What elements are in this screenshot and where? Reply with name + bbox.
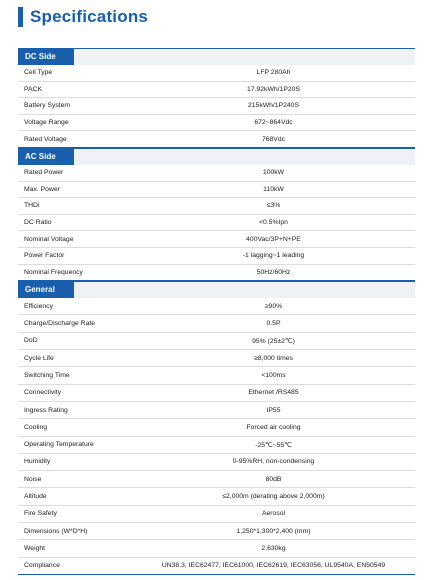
spec-value: UN38.3, IEC62477, IEC61000, IEC62619, IEC63056, UL9540A, EN50549 — [161, 562, 386, 570]
spec-value: <100ms — [261, 371, 286, 379]
spec-value: LFP 280Ah — [256, 69, 291, 77]
spec-key: Nominal Frequency — [24, 268, 83, 276]
table-row — [18, 131, 415, 148]
spec-key: Ingress Rating — [24, 406, 68, 414]
spec-value: 672~864Vdc — [254, 119, 293, 127]
spec-key: Operating Temperature — [24, 441, 94, 449]
spec-value: -25℃~55℃ — [255, 441, 292, 449]
spec-key: Rated Power — [24, 169, 64, 177]
table-row — [18, 506, 415, 523]
table-row — [18, 98, 415, 115]
spec-value: ≥8,000 times — [254, 354, 293, 362]
spec-key: Noise — [24, 475, 42, 483]
table-row — [18, 231, 415, 248]
spec-value: -1 lagging~1 leading — [242, 252, 305, 260]
spec-key: Max. Power — [24, 185, 60, 193]
spec-value: 80dB — [265, 475, 282, 483]
section-header — [18, 48, 415, 65]
spec-key: Altitude — [24, 493, 47, 501]
spec-value: ≥90% — [264, 302, 283, 310]
table-row — [18, 298, 415, 315]
spec-value: 0.5P — [266, 320, 281, 328]
spec-key: Battery System — [24, 102, 71, 110]
spec-key: Nominal Voltage — [24, 235, 74, 243]
table-row — [18, 198, 415, 215]
spec-value: 0-95%RH, non-condensing — [232, 458, 315, 466]
table-row — [18, 454, 415, 471]
table-row — [18, 488, 415, 505]
spec-key: Switching Time — [24, 371, 70, 379]
spec-key: Voltage Range — [24, 119, 69, 127]
table-row — [18, 350, 415, 367]
spec-key: Rated Voltage — [24, 135, 67, 143]
table-row — [18, 333, 415, 350]
table-row — [18, 215, 415, 232]
table-row — [18, 115, 415, 132]
table-row — [18, 419, 415, 436]
table-row — [18, 165, 415, 182]
spec-key: DC Ratio — [24, 219, 52, 227]
spec-value: 17.92kWh/1P20S — [247, 85, 300, 93]
spec-value: 2,630kg — [261, 544, 286, 552]
spec-key: Humidity — [24, 458, 51, 466]
spec-value: 215kWh/1P240S — [247, 102, 299, 110]
spec-value: <0.5%Ipn — [259, 219, 288, 227]
section-ac-side — [18, 148, 415, 281]
section-general — [18, 281, 415, 575]
spec-value: 50Hz/60Hz — [256, 268, 291, 276]
spec-value: 110kW — [263, 185, 284, 193]
spec-value: Forced air cooling — [246, 423, 301, 431]
spec-key: Dimensions (W*D*H) — [24, 527, 88, 535]
spec-key: Connectivity — [24, 389, 62, 397]
table-row — [18, 558, 415, 575]
table-row — [18, 471, 415, 488]
table-row — [18, 402, 415, 419]
spec-value: IP55 — [266, 406, 281, 414]
table-row — [18, 182, 415, 199]
spec-key: PACK — [24, 85, 43, 93]
section-header-label: AC Side — [18, 149, 74, 165]
spec-value: Ethernet /RS485 — [248, 389, 299, 397]
section-header — [18, 148, 415, 165]
spec-key: Fire Safety — [24, 510, 57, 518]
spec-value: Aerosol — [261, 510, 286, 518]
spec-key: Cycle Life — [24, 354, 54, 362]
spec-table — [18, 48, 415, 575]
section-header — [18, 281, 415, 298]
spec-key: Cooling — [24, 423, 48, 431]
table-row — [18, 82, 415, 99]
spec-value: 95% (25±2℃) — [252, 337, 295, 345]
spec-value: 400Vac/3P+N+PE — [246, 235, 301, 243]
spec-key: DoD — [24, 337, 38, 345]
table-row — [18, 248, 415, 265]
spec-value: ≤3% — [266, 202, 281, 210]
table-row — [18, 367, 415, 384]
section-header-label: General — [18, 282, 74, 298]
spec-key: Compliance — [24, 562, 60, 570]
table-row — [18, 65, 415, 82]
table-row — [18, 385, 415, 402]
table-row — [18, 315, 415, 332]
spec-key: Cell Type — [24, 69, 53, 77]
spec-key: Efficiency — [24, 302, 53, 310]
table-row — [18, 540, 415, 557]
spec-value: 768Vdc — [261, 135, 286, 143]
title-accent-bar — [18, 7, 23, 27]
spec-value: 1,250*1,300*2,400 (mm) — [236, 527, 311, 535]
spec-value: 100kW — [262, 169, 285, 177]
table-row — [18, 437, 415, 454]
title-block — [18, 6, 148, 28]
spec-value: ≤2,000m (derating above 2,000m) — [222, 493, 325, 501]
table-row — [18, 523, 415, 540]
page-title: Specifications — [30, 7, 149, 26]
section-dc-side — [18, 48, 415, 148]
spec-key: Weight — [24, 544, 46, 552]
table-row — [18, 265, 415, 282]
section-header-label: DC Side — [18, 49, 74, 65]
spec-key: Charge/Discharge Rate — [24, 320, 96, 328]
spec-key: Power Factor — [24, 252, 65, 260]
spec-key: THDi — [24, 202, 40, 210]
